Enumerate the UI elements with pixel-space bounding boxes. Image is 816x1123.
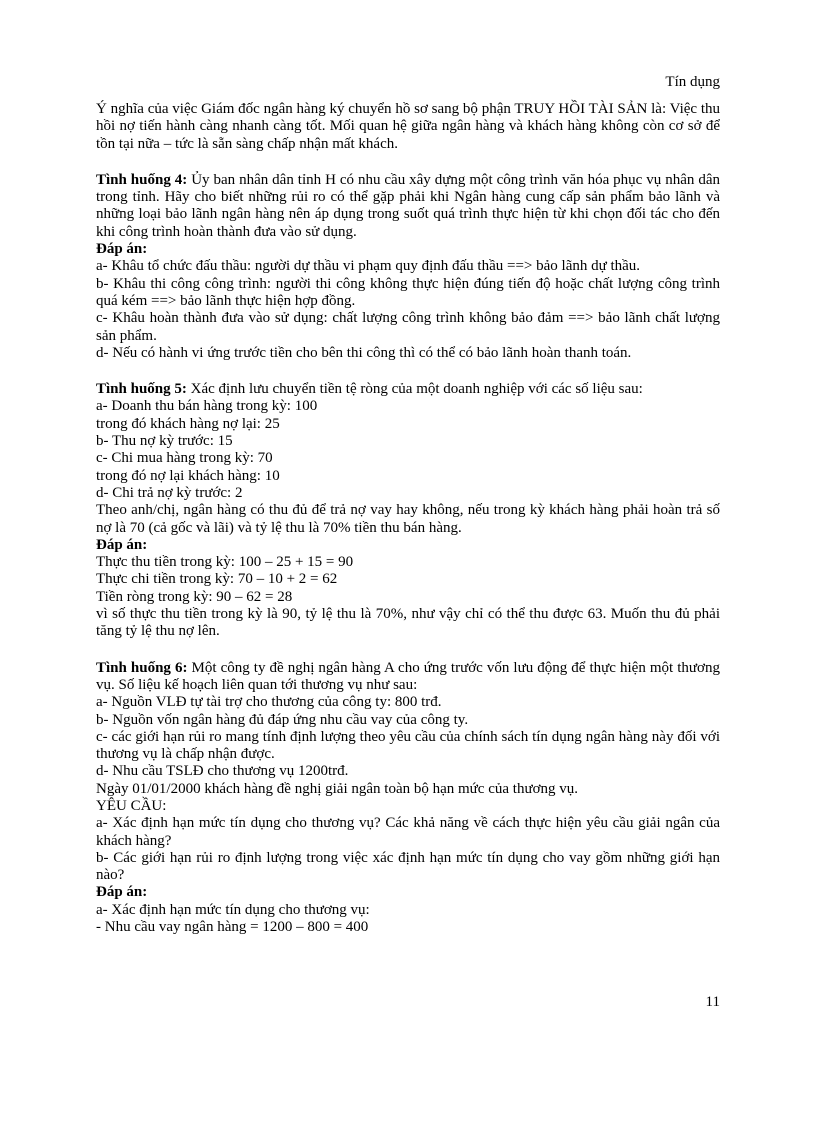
- case-6-data-line: a- Nguồn VLĐ tự tài trợ cho thương của công ty: 800 trđ.: [96, 694, 442, 711]
- case-6-answer-label: Đáp án:: [96, 884, 148, 901]
- case-5-data-line: b- Thu nợ kỳ trước: 15: [96, 433, 233, 450]
- case-5-answer: Thực thu tiền trong kỳ: 100 – 25 + 15 = 90: [96, 554, 354, 571]
- case-5-data-line: trong đó khách hàng nợ lại: 25: [96, 415, 280, 432]
- case-5-answer-label: Đáp án:: [96, 536, 148, 553]
- document-body: [96, 101, 720, 936]
- case-4-answer: b- Khâu thi công công trình: người thi công không thực hiện đúng tiến độ hoặc chất lượng công trình quá kém ==> bảo lãnh thực hiện hợp đồng.: [96, 275, 720, 309]
- case-5-data-line: trong đó nợ lại khách hàng: 10: [96, 467, 280, 484]
- case-4-text: Ủy ban nhân dân tỉnh H có nhu cầu xây dựng một công trình văn hóa phục vụ nhân dân trong tỉnh. Hãy cho biết những rủi ro có thể gặp phải khi Ngân hàng cung cấp sản phẩm bảo lãnh và những loại bảo lãnh ngân hàng nên áp dụng trong suốt quá trình thực hiện từ khi chọn đối tác cho đến khi công trình hoàn thành đưa vào sử dụng.: [96, 171, 720, 240]
- case-6-data-line: b- Các giới hạn rủi ro định lượng trong việc xác định hạn mức tín dụng cho vay gồm những giới hạn nào?: [96, 849, 720, 884]
- case-4-answer: d- Nếu có hành vi ứng trước tiền cho bên thi công thì có thể có bảo lãnh hoàn thanh toán.: [96, 344, 632, 361]
- case-5-data-line: c- Chi mua hàng trong kỳ: 70: [96, 450, 273, 467]
- case-6-text: Một công ty đề nghị ngân hàng A cho ứng trước vốn lưu động để thực hiện một thương vụ. Số liệu kế hoạch liên quan tới thương vụ như sau:: [96, 659, 720, 693]
- case-6-data-line: YÊU CẦU:: [96, 797, 167, 814]
- case-6-data-line: b- Nguồn vốn ngân hàng đủ đáp ứng nhu cầu vay của công ty.: [96, 711, 469, 728]
- case-5-data-line: d- Chi trả nợ kỳ trước: 2: [96, 484, 243, 501]
- page-header: Tín dụng: [665, 74, 720, 90]
- case-5-answer: Thực chi tiền trong kỳ: 70 – 10 + 2 = 62: [96, 571, 338, 588]
- case-6-label: Tình huống 6:: [96, 659, 188, 676]
- case-6-question: [96, 660, 720, 695]
- case-5-answer: Tiền ròng trong kỳ: 90 – 62 = 28: [96, 588, 293, 605]
- case-5-question: [96, 381, 720, 398]
- case-5-text: Xác định lưu chuyển tiền tệ ròng của một doanh nghiệp với các số liệu sau:: [186, 381, 643, 398]
- case-5-label: Tình huống 5:: [96, 381, 187, 398]
- case-5-data-line: Theo anh/chị, ngân hàng có thu đủ để trả nợ vay hay không, nếu trong kỳ khách hàng phải hoàn trả số nợ là 70 (cả gốc và lãi) và tỷ lệ thu là 70% tiền thu bán hàng.: [96, 502, 720, 536]
- case-4-answer-label: Đáp án:: [96, 241, 148, 258]
- case-5-data-line: a- Doanh thu bán hàng trong kỳ: 100: [96, 398, 318, 415]
- case-4-answer: a- Khâu tổ chức đấu thầu: người dự thầu vi phạm quy định đấu thầu ==> bảo lãnh dự thầu.: [96, 258, 641, 275]
- page-number: 11: [705, 994, 720, 1010]
- case-5-answer: vì số thực thu tiền trong kỳ là 90, tỷ lệ thu là 70%, như vậy chỉ có thể thu được 63. Muốn thu đủ phải tăng tỷ lệ thu nợ lên.: [96, 606, 720, 640]
- case-4-label: Tình huống 4:: [96, 171, 188, 188]
- case-6-data-line: a- Xác định hạn mức tín dụng cho thương vụ? Các khả năng về cách thực hiện yêu cầu giải ngân của khách hàng?: [96, 815, 720, 849]
- case-6-answer: - Nhu cầu vay ngân hàng = 1200 – 800 = 400: [96, 919, 369, 936]
- case-6-data-line: d- Nhu cầu TSLĐ cho thương vụ 1200trđ.: [96, 763, 349, 780]
- case-6-data-line: Ngày 01/01/2000 khách hàng đề nghị giải ngân toàn bộ hạn mức của thương vụ.: [96, 780, 579, 797]
- intro-paragraph: Ý nghĩa của việc Giám đốc ngân hàng ký chuyển hồ sơ sang bộ phận TRUY HỒI TÀI SẢN là: Việc thu hồi nợ tiến hành càng nhanh càng tốt. Mối quan hệ giữa ngân hàng và khách hàng không còn cơ sở để tồn tại nữa – tức là sẵn sàng chấp nhận mất khách.: [96, 101, 720, 152]
- case-4-answer: c- Khâu hoàn thành đưa vào sử dụng: chất lượng công trình không bảo đảm ==> bảo lãnh chất lượng sản phẩm.: [96, 310, 720, 344]
- case-6-data-line: c- các giới hạn rủi ro mang tính định lượng theo yêu cầu của chính sách tín dụng ngân hàng này đối với thương vụ là chấp nhận được.: [96, 728, 720, 763]
- case-4-question: [96, 172, 720, 241]
- case-6-answer: a- Xác định hạn mức tín dụng cho thương vụ:: [96, 901, 370, 918]
